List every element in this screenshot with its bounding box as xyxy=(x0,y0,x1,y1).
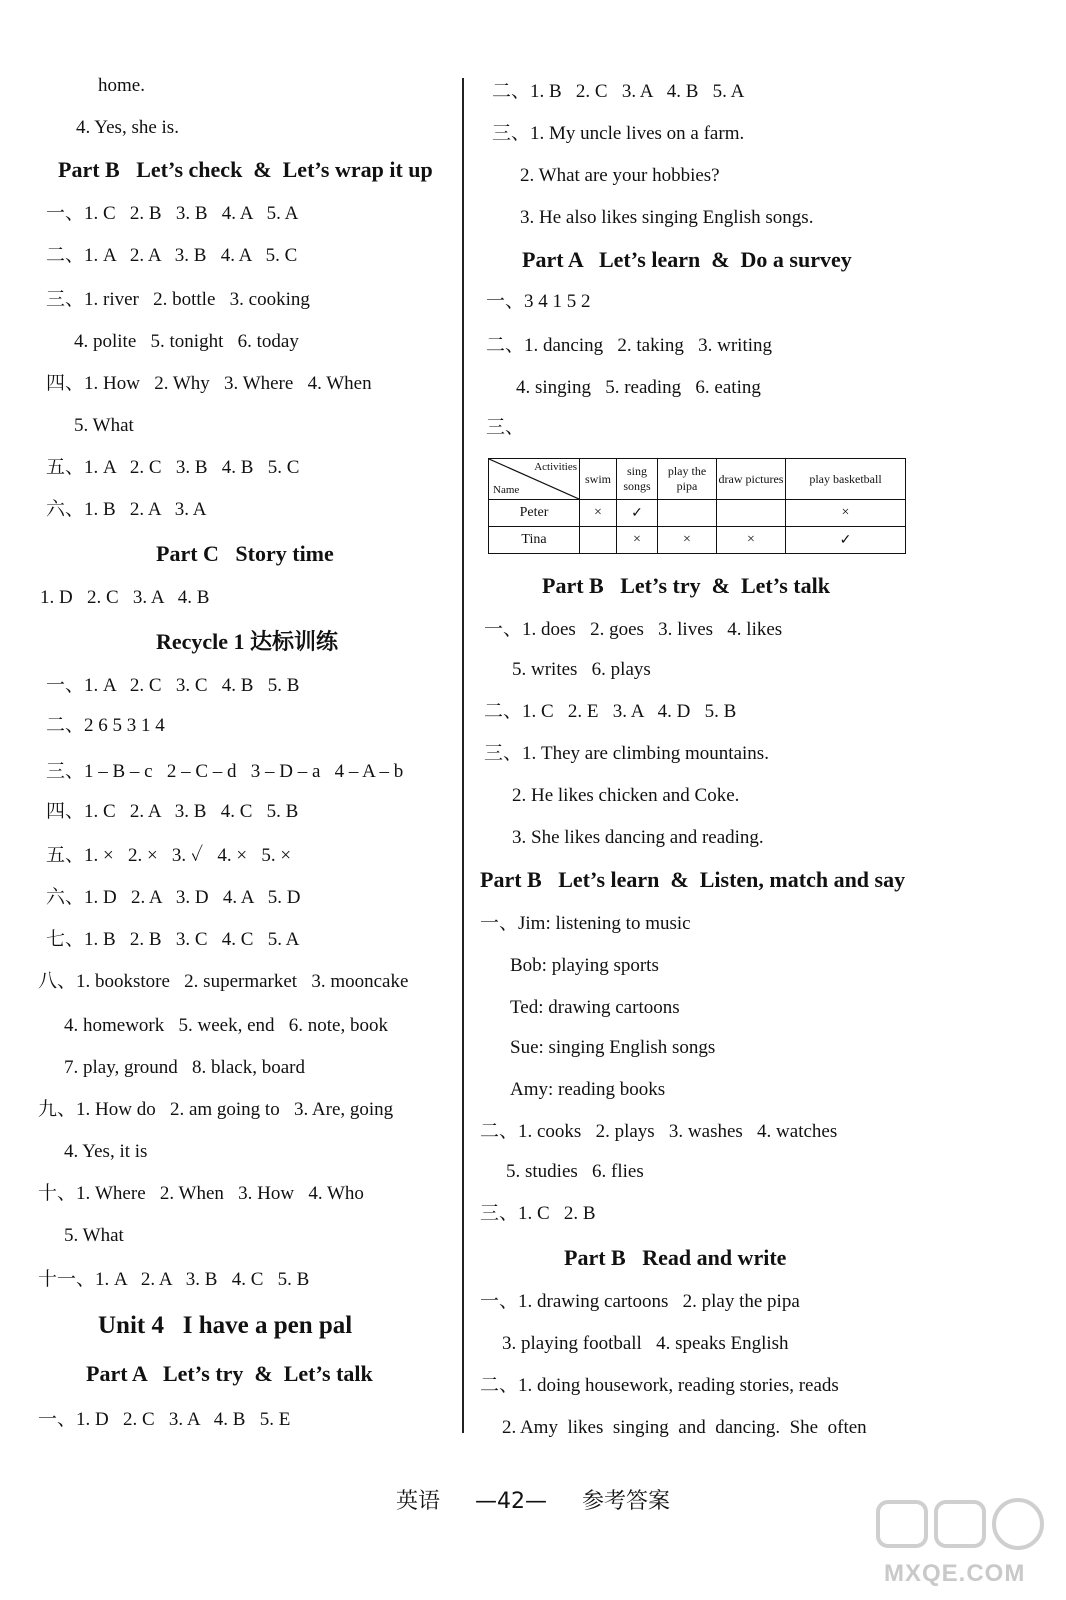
answer-line: 十、1. Where 2. When 3. How 4. Who xyxy=(38,1183,364,1204)
corner-activities-label: Activities xyxy=(534,461,577,473)
answer-line: 4. polite 5. tonight 6. today xyxy=(74,331,299,352)
answer-line: 一、3 4 1 5 2 xyxy=(486,291,591,312)
table-cell: ✓ xyxy=(786,527,906,554)
answer-line: 四、1. C 2. A 3. B 4. C 5. B xyxy=(46,801,299,822)
answer-line: 4. singing 5. reading 6. eating xyxy=(516,377,761,398)
answer-line: 六、1. B 2. A 3. A xyxy=(46,499,207,520)
table-cell: × xyxy=(717,527,786,554)
table-cell: × xyxy=(786,500,906,527)
answer-line: 二、1. dancing 2. taking 3. writing xyxy=(486,335,773,356)
answer-line: 一、1. drawing cartoons 2. play the pipa xyxy=(480,1291,800,1312)
answer-line: 五、1. × 2. × 3. ✓ 4. × 5. × xyxy=(46,845,292,866)
table-cell: × xyxy=(617,527,658,554)
answer-line: 一、1. does 2. goes 3. lives 4. likes xyxy=(484,619,783,640)
answer-line: 三、1 – B – c 2 – C – d 3 – D – a 4 – A – b xyxy=(46,761,404,782)
section-heading: Part C Story time xyxy=(156,541,334,566)
answer-line: 五、1. A 2. C 3. B 4. B 5. C xyxy=(46,457,300,478)
answer-line: 一、1. C 2. B 3. B 4. A 5. A xyxy=(46,203,299,224)
row-name: Peter xyxy=(489,500,580,527)
answer-line: 5. studies 6. flies xyxy=(506,1161,644,1182)
watermark-text: MXQE.COM xyxy=(884,1560,1026,1587)
answer-line: 4. Yes, it is xyxy=(64,1141,148,1162)
answer-line: 三、1. C 2. B xyxy=(480,1203,596,1224)
answer-line: 1. D 2. C 3. A 4. B xyxy=(40,587,210,608)
answer-line: 3. She likes dancing and reading. xyxy=(512,827,764,848)
table-cell xyxy=(580,527,617,554)
answer-line: 二、1. B 2. C 3. A 4. B 5. A xyxy=(492,81,745,102)
answer-line: 三、 xyxy=(486,417,525,438)
answer-line: 一、1. A 2. C 3. C 4. B 5. B xyxy=(46,675,300,696)
answer-line: 二、1. cooks 2. plays 3. washes 4. watches xyxy=(480,1121,838,1142)
answer-line: 3. playing football 4. speaks English xyxy=(502,1333,789,1354)
corner-name-label: Name xyxy=(493,484,520,496)
section-heading: Part B Let’s learn & Listen, match and say xyxy=(480,867,906,892)
answer-line: 7. play, ground 8. black, board xyxy=(64,1057,305,1078)
column-divider xyxy=(462,78,464,1433)
answer-line: 三、1. My uncle lives on a farm. xyxy=(492,123,745,144)
table-cell: × xyxy=(580,500,617,527)
table-cell xyxy=(658,500,717,527)
section-heading: Recycle 1 达标训练 xyxy=(156,629,339,654)
answer-line: 一、Jim: listening to music xyxy=(480,913,691,934)
answer-line: 二、1. doing housework, reading stories, reads xyxy=(480,1375,839,1396)
answer-line: 一、1. D 2. C 3. A 4. B 5. E xyxy=(38,1409,291,1430)
answer-line: Amy: reading books xyxy=(510,1079,666,1100)
table-row xyxy=(489,500,906,527)
table-cell xyxy=(717,500,786,527)
answer-line: 5. What xyxy=(64,1225,124,1246)
section-heading: Part B Read and write xyxy=(564,1245,787,1270)
footer-page-number: —42— xyxy=(475,1489,547,1514)
table-cell: ✓ xyxy=(617,500,658,527)
answer-line: 2. He likes chicken and Coke. xyxy=(512,785,740,806)
row-name: Tina xyxy=(489,527,580,554)
answer-line: 4. homework 5. week, end 6. note, book xyxy=(64,1015,388,1036)
answer-line: home. xyxy=(98,75,145,96)
section-heading: Part B Let’s check & Let’s wrap it up xyxy=(58,157,433,182)
answer-line: 七、1. B 2. B 3. C 4. C 5. A xyxy=(46,929,300,950)
header-draw-pictures: draw pictures xyxy=(717,459,786,500)
section-heading: Part A Let’s try & Let’s talk xyxy=(86,1361,373,1386)
answer-line: Bob: playing sports xyxy=(510,955,659,976)
answer-line: 八、1. bookstore 2. supermarket 3. mooncake xyxy=(38,971,409,992)
answer-line: 二、2 6 5 3 1 4 xyxy=(46,715,165,736)
answer-line: Sue: singing English songs xyxy=(510,1037,716,1058)
answer-line: 5. writes 6. plays xyxy=(512,659,651,680)
section-heading: Part A Let’s learn & Do a survey xyxy=(522,247,852,272)
section-heading: Unit 4 I have a pen pal xyxy=(98,1312,353,1339)
answer-line: 九、1. How do 2. am going to 3. Are, going xyxy=(38,1099,394,1120)
answer-line: 5. What xyxy=(74,415,134,436)
footer-label: 参考答案 xyxy=(581,1489,670,1514)
answer-line: 三、1. river 2. bottle 3. cooking xyxy=(46,289,310,310)
answer-line: 二、1. A 2. A 3. B 4. A 5. C xyxy=(46,245,298,266)
table-row xyxy=(489,527,906,554)
header-swim: swim xyxy=(580,459,617,500)
section-heading: Part B Let’s try & Let’s talk xyxy=(542,573,830,598)
header-play-basketball: play basketball xyxy=(786,459,906,500)
answer-line: 三、1. They are climbing mountains. xyxy=(484,743,769,764)
header-play-pipa: play the pipa xyxy=(658,459,717,500)
answer-line: 十一、1. A 2. A 3. B 4. C 5. B xyxy=(38,1269,310,1290)
answer-line: 二、1. C 2. E 3. A 4. D 5. B xyxy=(484,701,737,722)
survey-table xyxy=(488,458,906,554)
answer-line: 2. What are your hobbies? xyxy=(520,165,720,186)
footer-subject: 英语 xyxy=(396,1489,441,1514)
header-sing-songs: sing songs xyxy=(617,459,658,500)
answer-line: 3. He also likes singing English songs. xyxy=(520,207,814,228)
survey-corner-cell xyxy=(489,459,580,500)
table-cell: × xyxy=(658,527,717,554)
answer-line: 2. Amy likes singing and dancing. She often xyxy=(502,1417,867,1438)
answer-line: Ted: drawing cartoons xyxy=(510,997,680,1018)
answer-line: 4. Yes, she is. xyxy=(76,117,179,138)
answer-line: 六、1. D 2. A 3. D 4. A 5. D xyxy=(46,887,301,908)
answer-line: 四、1. How 2. Why 3. Where 4. When xyxy=(46,373,372,394)
